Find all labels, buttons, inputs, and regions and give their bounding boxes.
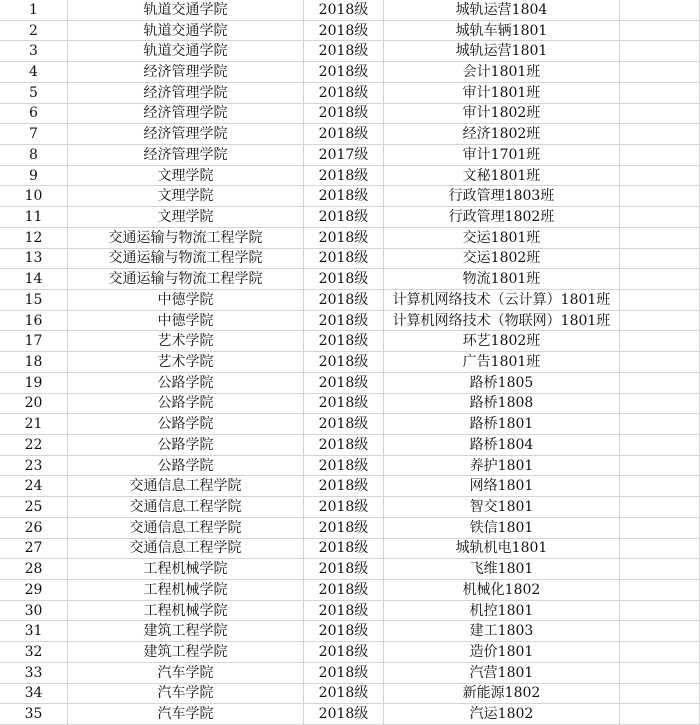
table-row (0, 642, 700, 663)
college-cell[interactable]: 建筑工程学院 (68, 621, 304, 641)
college-cell[interactable]: 交通运输与物流工程学院 (68, 269, 304, 289)
college-cell[interactable]: 经济管理学院 (68, 104, 304, 124)
class-cell[interactable]: 路桥1801 (384, 414, 620, 434)
table-row (0, 704, 700, 725)
class-cell[interactable]: 新能源1802 (384, 684, 620, 704)
college-cell[interactable]: 轨道交通学院 (68, 21, 304, 41)
grade-cell[interactable]: 2018级 (304, 249, 384, 269)
row-number-cell[interactable]: 17 (0, 331, 68, 351)
class-cell[interactable]: 飞维1801 (384, 559, 620, 579)
class-cell[interactable]: 审计1801班 (384, 83, 620, 103)
grade-cell[interactable]: 2018级 (304, 601, 384, 621)
table-row (0, 124, 700, 145)
table-row (0, 228, 700, 249)
row-number-cell[interactable]: 25 (0, 497, 68, 517)
empty-cell[interactable] (620, 62, 700, 82)
class-cell[interactable]: 物流1801班 (384, 269, 620, 289)
grade-cell[interactable]: 2018级 (304, 621, 384, 641)
grade-cell[interactable]: 2017级 (304, 145, 384, 165)
row-number-cell[interactable]: 11 (0, 207, 68, 227)
empty-cell[interactable] (620, 456, 700, 476)
class-cell[interactable]: 审计1701班 (384, 145, 620, 165)
empty-cell[interactable] (620, 435, 700, 455)
row-number-cell[interactable]: 30 (0, 601, 68, 621)
college-cell[interactable]: 汽车学院 (68, 663, 304, 683)
empty-cell[interactable] (620, 21, 700, 41)
empty-cell[interactable] (620, 104, 700, 124)
empty-cell[interactable] (620, 207, 700, 227)
row-number-cell[interactable]: 13 (0, 249, 68, 269)
class-cell[interactable]: 会计1801班 (384, 62, 620, 82)
college-cell[interactable]: 公路学院 (68, 394, 304, 414)
class-cell[interactable]: 行政管理1802班 (384, 207, 620, 227)
table-row (0, 456, 700, 477)
college-cell[interactable]: 交通信息工程学院 (68, 476, 304, 496)
table-row (0, 290, 700, 311)
grade-cell[interactable]: 2018级 (304, 228, 384, 248)
grade-cell[interactable]: 2018级 (304, 559, 384, 579)
table-row (0, 331, 700, 352)
class-cell[interactable]: 文秘1801班 (384, 166, 620, 186)
class-cell[interactable]: 路桥1805 (384, 373, 620, 393)
row-number-cell[interactable]: 5 (0, 83, 68, 103)
college-cell[interactable]: 公路学院 (68, 435, 304, 455)
row-number-cell[interactable]: 26 (0, 518, 68, 538)
college-cell[interactable]: 经济管理学院 (68, 62, 304, 82)
empty-cell[interactable] (620, 414, 700, 434)
table-row (0, 559, 700, 580)
empty-cell[interactable] (620, 124, 700, 144)
class-cell[interactable]: 城轨机电1801 (384, 539, 620, 559)
class-cell[interactable]: 交运1802班 (384, 249, 620, 269)
empty-cell[interactable] (620, 0, 700, 20)
row-number-cell[interactable]: 12 (0, 228, 68, 248)
college-cell[interactable]: 交通运输与物流工程学院 (68, 228, 304, 248)
table-row (0, 373, 700, 394)
empty-cell[interactable] (620, 476, 700, 496)
grade-cell[interactable]: 2018级 (304, 394, 384, 414)
grade-cell[interactable]: 2018级 (304, 207, 384, 227)
college-cell[interactable]: 文理学院 (68, 166, 304, 186)
college-cell[interactable]: 文理学院 (68, 207, 304, 227)
college-cell[interactable]: 经济管理学院 (68, 145, 304, 165)
table-row (0, 83, 700, 104)
empty-cell[interactable] (620, 228, 700, 248)
empty-cell[interactable] (620, 186, 700, 206)
grade-cell[interactable]: 2018级 (304, 373, 384, 393)
grade-cell[interactable]: 2018级 (304, 704, 384, 724)
college-cell[interactable]: 工程机械学院 (68, 601, 304, 621)
empty-cell[interactable] (620, 373, 700, 393)
grade-cell[interactable]: 2018级 (304, 414, 384, 434)
table-row (0, 207, 700, 228)
grade-cell[interactable]: 2018级 (304, 331, 384, 351)
class-cell[interactable]: 城轨车辆1801 (384, 21, 620, 41)
table-row (0, 476, 700, 497)
college-cell[interactable]: 艺术学院 (68, 331, 304, 351)
class-cell[interactable]: 审计1802班 (384, 104, 620, 124)
college-cell[interactable]: 公路学院 (68, 414, 304, 434)
college-cell[interactable]: 汽车学院 (68, 704, 304, 724)
row-number-cell[interactable]: 35 (0, 704, 68, 724)
grade-cell[interactable]: 2018级 (304, 518, 384, 538)
class-cell[interactable]: 机械化1802 (384, 580, 620, 600)
college-cell[interactable]: 公路学院 (68, 373, 304, 393)
table-row (0, 621, 700, 642)
row-number-cell[interactable]: 33 (0, 663, 68, 683)
row-number-cell[interactable]: 23 (0, 456, 68, 476)
row-number-cell[interactable]: 8 (0, 145, 68, 165)
grade-cell[interactable]: 2018级 (304, 684, 384, 704)
class-cell[interactable]: 智交1801 (384, 497, 620, 517)
college-cell[interactable]: 经济管理学院 (68, 83, 304, 103)
row-number-cell[interactable]: 20 (0, 394, 68, 414)
row-number-cell[interactable]: 9 (0, 166, 68, 186)
row-number-cell[interactable]: 14 (0, 269, 68, 289)
empty-cell[interactable] (620, 621, 700, 641)
table-row (0, 166, 700, 187)
class-cell[interactable]: 汽营1801 (384, 663, 620, 683)
college-cell[interactable]: 交通运输与物流工程学院 (68, 249, 304, 269)
table-row (0, 0, 700, 21)
class-cell[interactable]: 计算机网络技术（物联网）1801班 (384, 311, 620, 331)
row-number-cell[interactable]: 10 (0, 186, 68, 206)
table-row (0, 352, 700, 373)
grade-cell[interactable]: 2018级 (304, 580, 384, 600)
empty-cell[interactable] (620, 601, 700, 621)
row-number-cell[interactable]: 32 (0, 642, 68, 662)
row-number-cell[interactable]: 1 (0, 0, 68, 20)
empty-cell[interactable] (620, 580, 700, 600)
row-number-cell[interactable]: 18 (0, 352, 68, 372)
table-row (0, 601, 700, 622)
college-cell[interactable]: 轨道交通学院 (68, 41, 304, 61)
empty-cell[interactable] (620, 684, 700, 704)
table-row (0, 518, 700, 539)
class-cell[interactable]: 交运1801班 (384, 228, 620, 248)
table-row (0, 539, 700, 560)
class-cell[interactable]: 造价1801 (384, 642, 620, 662)
row-number-cell[interactable]: 16 (0, 311, 68, 331)
table-row (0, 497, 700, 518)
row-number-cell[interactable]: 27 (0, 539, 68, 559)
college-cell[interactable]: 文理学院 (68, 186, 304, 206)
class-cell[interactable]: 路桥1804 (384, 435, 620, 455)
table-row (0, 41, 700, 62)
grade-cell[interactable]: 2018级 (304, 663, 384, 683)
empty-cell[interactable] (620, 83, 700, 103)
table-row (0, 21, 700, 42)
table-row (0, 145, 700, 166)
empty-cell[interactable] (620, 394, 700, 414)
grade-cell[interactable]: 2018级 (304, 186, 384, 206)
class-cell[interactable]: 城轨运营1801 (384, 41, 620, 61)
table-row (0, 414, 700, 435)
row-number-cell[interactable]: 22 (0, 435, 68, 455)
row-number-cell[interactable]: 7 (0, 124, 68, 144)
class-cell[interactable]: 养护1801 (384, 456, 620, 476)
class-cell[interactable]: 广告1801班 (384, 352, 620, 372)
row-number-cell[interactable]: 31 (0, 621, 68, 641)
college-cell[interactable]: 艺术学院 (68, 352, 304, 372)
row-number-cell[interactable]: 19 (0, 373, 68, 393)
row-number-cell[interactable]: 29 (0, 580, 68, 600)
grade-cell[interactable]: 2018级 (304, 104, 384, 124)
grade-cell[interactable]: 2018级 (304, 435, 384, 455)
table-row (0, 580, 700, 601)
college-cell[interactable]: 工程机械学院 (68, 559, 304, 579)
row-number-cell[interactable]: 6 (0, 104, 68, 124)
row-number-cell[interactable]: 34 (0, 684, 68, 704)
empty-cell[interactable] (620, 331, 700, 351)
class-cell[interactable]: 经济1802班 (384, 124, 620, 144)
table-row (0, 186, 700, 207)
class-cell[interactable]: 路桥1808 (384, 394, 620, 414)
grade-cell[interactable]: 2018级 (304, 642, 384, 662)
row-number-cell[interactable]: 2 (0, 21, 68, 41)
table-row (0, 269, 700, 290)
table-row (0, 663, 700, 684)
empty-cell[interactable] (620, 497, 700, 517)
empty-cell[interactable] (620, 290, 700, 310)
empty-cell[interactable] (620, 249, 700, 269)
college-cell[interactable]: 工程机械学院 (68, 580, 304, 600)
grade-cell[interactable]: 2018级 (304, 456, 384, 476)
class-cell[interactable]: 行政管理1803班 (384, 186, 620, 206)
table-row (0, 249, 700, 270)
table-row (0, 104, 700, 125)
class-cell[interactable]: 计算机网络技术（云计算）1801班 (384, 290, 620, 310)
grade-cell[interactable]: 2018级 (304, 290, 384, 310)
grade-cell[interactable]: 2018级 (304, 352, 384, 372)
college-cell[interactable]: 交通信息工程学院 (68, 539, 304, 559)
empty-cell[interactable] (620, 311, 700, 331)
empty-cell[interactable] (620, 41, 700, 61)
class-cell[interactable]: 城轨运营1804 (384, 0, 620, 20)
table-row (0, 394, 700, 415)
class-cell[interactable]: 建工1803 (384, 621, 620, 641)
empty-cell[interactable] (620, 269, 700, 289)
class-cell[interactable]: 环艺1802班 (384, 331, 620, 351)
grade-cell[interactable]: 2018级 (304, 269, 384, 289)
grade-cell[interactable]: 2018级 (304, 21, 384, 41)
grade-cell[interactable]: 2018级 (304, 124, 384, 144)
row-number-cell[interactable]: 15 (0, 290, 68, 310)
grade-cell[interactable]: 2018级 (304, 539, 384, 559)
table-row (0, 62, 700, 83)
table-row (0, 684, 700, 705)
empty-cell[interactable] (620, 539, 700, 559)
college-cell[interactable]: 经济管理学院 (68, 124, 304, 144)
row-number-cell[interactable]: 3 (0, 41, 68, 61)
empty-cell[interactable] (620, 352, 700, 372)
college-cell[interactable]: 公路学院 (68, 456, 304, 476)
empty-cell[interactable] (620, 559, 700, 579)
empty-cell[interactable] (620, 518, 700, 538)
grade-cell[interactable]: 2018级 (304, 497, 384, 517)
row-number-cell[interactable]: 24 (0, 476, 68, 496)
college-cell[interactable]: 中德学院 (68, 311, 304, 331)
row-number-cell[interactable]: 21 (0, 414, 68, 434)
class-cell[interactable]: 铁信1801 (384, 518, 620, 538)
college-cell[interactable]: 建筑工程学院 (68, 642, 304, 662)
grade-cell[interactable]: 2018级 (304, 0, 384, 20)
class-cell[interactable]: 机控1801 (384, 601, 620, 621)
empty-cell[interactable] (620, 145, 700, 165)
grade-cell[interactable]: 2018级 (304, 83, 384, 103)
college-cell[interactable]: 轨道交通学院 (68, 0, 304, 20)
grade-cell[interactable]: 2018级 (304, 311, 384, 331)
empty-cell[interactable] (620, 663, 700, 683)
college-cell[interactable]: 中德学院 (68, 290, 304, 310)
college-cell[interactable]: 交通信息工程学院 (68, 497, 304, 517)
class-cell[interactable]: 汽运1802 (384, 704, 620, 724)
table-row (0, 311, 700, 332)
grade-cell[interactable]: 2018级 (304, 166, 384, 186)
row-number-cell[interactable]: 28 (0, 559, 68, 579)
empty-cell[interactable] (620, 704, 700, 724)
empty-cell[interactable] (620, 642, 700, 662)
grade-cell[interactable]: 2018级 (304, 62, 384, 82)
class-cell[interactable]: 网络1801 (384, 476, 620, 496)
grade-cell[interactable]: 2018级 (304, 476, 384, 496)
grade-cell[interactable]: 2018级 (304, 41, 384, 61)
table-row (0, 435, 700, 456)
college-cell[interactable]: 交通信息工程学院 (68, 518, 304, 538)
college-cell[interactable]: 汽车学院 (68, 684, 304, 704)
row-number-cell[interactable]: 4 (0, 62, 68, 82)
empty-cell[interactable] (620, 166, 700, 186)
